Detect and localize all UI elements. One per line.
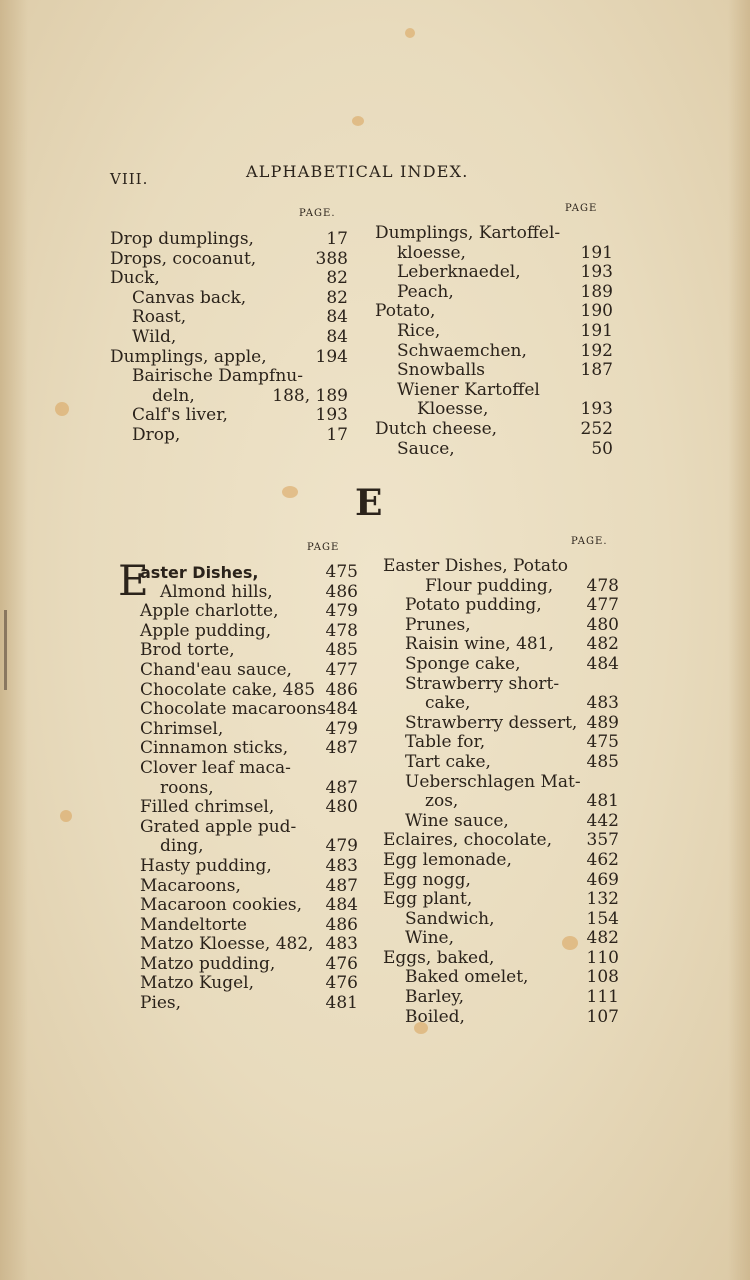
index-entry [383,1008,619,1028]
entry-page-number: 190 [580,301,613,322]
index-entry [118,681,358,701]
entry-page-number: 482 [586,634,619,655]
index-entry [118,641,358,661]
index-column [383,557,619,1027]
entry-page-number: 486 [325,679,358,700]
entry-page-number: 478 [586,575,619,596]
index-entry [118,622,358,642]
entry-page-number: 486 [325,914,358,935]
entry-text: Filled chrimsel, [140,797,275,818]
entry-text: Prunes, [405,614,471,635]
entry-page-number: 191 [580,320,613,341]
running-title: ALPHABETICAL INDEX. [246,162,469,181]
index-entry [118,798,358,818]
index-entry [118,583,358,603]
index-entry [110,230,348,250]
entry-text: ding, [160,836,204,857]
entry-page-number: 50 [591,438,613,459]
entry-page-number: 487 [325,777,358,798]
entry-text: Kloesse, [417,399,489,420]
entry-text: Egg nogg, [383,869,471,890]
page-column-label: PAGE [565,203,598,214]
index-entry [118,759,358,779]
index-entry [383,616,619,636]
entry-page-number: 191 [580,242,613,263]
index-entry [383,929,619,949]
entry-text: Eggs, baked, [383,947,495,968]
entry-text: Dutch cheese, [375,418,498,439]
index-entry [383,831,619,851]
entry-text: Matzo Kugel, [140,973,255,994]
entry-page-number: 479 [325,836,358,857]
entry-text: Potato pudding, [405,595,542,616]
page-folio: VIII. [110,170,149,188]
entry-page-number: 110 [586,947,619,968]
index-entry [110,387,348,407]
index-entry [383,968,619,988]
index-entry [383,988,619,1008]
index-entry [375,244,613,264]
section-letter: E [355,482,383,524]
index-entry [383,851,619,871]
entry-page-number: 193 [580,262,613,283]
entry-text: Barley, [405,987,465,1008]
entry-page-number: 485 [325,640,358,661]
entry-text: Bairische Dampfnu- [132,366,303,387]
index-entry [383,714,619,734]
index-entry [118,661,358,681]
entry-page-number: 475 [325,562,358,582]
entry-text: Chand'eau sauce, [140,659,292,680]
entry-text: Wine, [405,928,455,949]
index-entry [118,818,358,838]
index-entry [110,250,348,270]
entry-text: kloesse, [397,242,466,263]
page-column-label: PAGE. [571,536,608,547]
entry-text: Cinnamon sticks, [140,738,289,759]
page-column-label: PAGE [307,542,340,553]
entry-text: Boiled, [405,1006,465,1027]
entry-text: Matzo Kloesse, 482, [140,934,314,955]
page-right-edge [728,0,750,1280]
entry-page-number: 483 [586,693,619,714]
entry-text: deln, [152,385,195,406]
entry-page-number: 108 [586,967,619,988]
entry-page-number: 475 [586,732,619,753]
entry-page-number: 479 [325,718,358,739]
entry-text: Dumplings, Kartoffel- [375,223,561,243]
index-entry [383,753,619,773]
entry-page-number: 462 [586,849,619,870]
index-entry [375,224,613,244]
index-column [110,230,348,446]
entry-text: Egg plant, [383,889,473,910]
entry-text: Drops, cocoanut, [110,248,257,269]
index-entry [383,871,619,891]
index-entry [118,602,358,622]
index-entry [118,896,358,916]
stain-spot [60,810,72,822]
entry-text: Roast, [132,307,187,328]
entry-text: Raisin wine, 481, [405,634,554,655]
entry-text: Hasty pudding, [140,855,272,876]
page-column-label: PAGE. [299,208,336,219]
entry-page-number: 479 [325,601,358,622]
index-entry [375,381,613,401]
entry-text: Ueberschlagen Mat- [405,771,581,792]
index-entry [110,348,348,368]
entry-text: aster Dishes, [140,563,259,582]
page-crease [4,610,7,690]
entry-text: Apple charlotte, [140,601,279,622]
index-entry [375,263,613,283]
index-entry [375,440,613,460]
index-entry [383,773,619,793]
index-entry [110,328,348,348]
index-entry [383,596,619,616]
entry-text: Brod torte, [140,640,235,661]
entry-page-number: 480 [325,797,358,818]
entry-page-number: 476 [325,973,358,994]
index-entry [118,700,358,720]
entry-text: Flour pudding, [425,575,554,596]
index-entry [375,400,613,420]
index-entry [375,322,613,342]
index-entry [118,974,358,994]
entry-text: Schwaemchen, [397,340,527,361]
index-entry [110,406,348,426]
index-entry [110,426,348,446]
index-entry [383,733,619,753]
index-entry [375,420,613,440]
entry-page-number: 484 [325,895,358,916]
entry-page-number: 485 [586,751,619,772]
entry-page-number: 188, 189 [272,385,348,406]
entry-page-number: 484 [325,699,358,720]
index-entry [110,367,348,387]
entry-text: Tart cake, [405,751,491,772]
entry-page-number: 192 [580,340,613,361]
entry-page-number: 82 [326,268,348,289]
index-entry [118,837,358,857]
index-entry [383,792,619,812]
entry-text: Macaroon cookies, [140,895,303,916]
entry-text: Calf's liver, [132,405,228,426]
entry-text: Duck, [110,268,160,289]
index-entry [375,361,613,381]
index-entry [375,302,613,322]
entry-text: Easter Dishes, Potato [383,556,569,576]
stain-spot [405,28,415,38]
entry-text: Drop, [132,424,181,445]
index-entry [375,283,613,303]
entry-text: Egg lemonade, [383,849,512,870]
index-entry [383,577,619,597]
entry-text: Wine sauce, [405,810,509,831]
entry-text: Potato, [375,301,436,322]
drop-cap: E [118,556,149,605]
entry-text: Eclaires, chocolate, [383,830,552,851]
entry-page-number: 17 [326,229,348,249]
entry-page-number: 193 [315,405,348,426]
entry-text: Grated apple pud- [140,816,297,837]
index-entry [110,289,348,309]
entry-page-number: 487 [325,738,358,759]
index-entry [383,812,619,832]
index-entry [383,890,619,910]
index-entry [383,694,619,714]
stain-spot [352,116,364,126]
entry-text: Snowballs [397,360,485,381]
entry-page-number: 193 [580,399,613,420]
entry-text: Strawberry short- [405,673,560,694]
entry-text: Wiener Kartoffel [397,379,540,400]
entry-page-number: 486 [325,581,358,602]
index-column [118,556,358,1014]
entry-page-number: 484 [586,653,619,674]
entry-text: Chocolate macaroons [140,699,326,720]
entry-text: Sponge cake, [405,653,521,674]
index-entry [110,269,348,289]
entry-page-number: 442 [586,810,619,831]
entry-text: cake, [425,693,471,714]
index-entry [383,675,619,695]
index-entry [383,635,619,655]
entry-page-number: 132 [586,889,619,910]
entry-page-number: 476 [325,953,358,974]
entry-page-number: 357 [586,830,619,851]
entry-text: Canvas back, [132,287,247,308]
index-entry [118,779,358,799]
entry-page-number: 483 [325,934,358,955]
entry-page-number: 84 [326,326,348,347]
entry-text: Table for, [405,732,486,753]
index-entry [110,308,348,328]
entry-page-number: 478 [325,620,358,641]
entry-text: zos, [425,791,459,812]
entry-text: Leberknaedel, [397,262,521,283]
entry-text: Sauce, [397,438,455,459]
index-column [375,224,613,459]
entry-text: roons, [160,777,214,798]
entry-page-number: 84 [326,307,348,328]
entry-page-number: 111 [586,987,619,1008]
entry-text: Clover leaf maca- [140,757,291,778]
entry-text: Rice, [397,320,441,341]
index-entry [383,910,619,930]
entry-page-number: 189 [580,281,613,302]
index-entry [118,739,358,759]
index-entry [118,877,358,897]
entry-page-number: 480 [586,614,619,635]
index-entry [383,655,619,675]
entry-page-number: 487 [325,875,358,896]
index-entry [118,935,358,955]
entry-text: Dumplings, apple, [110,346,267,367]
entry-text: Drop dumplings, [110,229,254,249]
entry-page-number: 489 [586,712,619,733]
entry-text: Chrimsel, [140,718,224,739]
stain-spot [282,486,298,498]
index-entry [118,857,358,877]
index-entry [118,720,358,740]
index-entry [118,955,358,975]
entry-page-number: 107 [586,1006,619,1027]
index-entry [118,916,358,936]
entry-text: Matzo pudding, [140,953,276,974]
entry-text: Macaroons, [140,875,241,896]
entry-text: Sandwich, [405,908,495,929]
entry-page-number: 483 [325,855,358,876]
entry-page-number: 252 [580,418,613,439]
entry-text: Chocolate cake, 485 [140,679,316,700]
entry-page-number: 82 [326,287,348,308]
entry-page-number: 388 [315,248,348,269]
entry-text: Peach, [397,281,454,302]
entry-text: Strawberry dessert, [405,712,578,733]
entry-text: Apple pudding, [140,620,272,641]
index-entry [375,342,613,362]
entry-page-number: 187 [580,360,613,381]
index-entry [383,949,619,969]
entry-page-number: 477 [325,659,358,680]
index-entry [383,557,619,577]
entry-page-number: 17 [326,424,348,445]
entry-page-number: 481 [325,993,358,1014]
entry-page-number: 469 [586,869,619,890]
entry-text: Pies, [140,993,182,1014]
entry-text: Baked omelet, [405,967,529,988]
entry-text: Almond hills, [160,581,273,602]
entry-text: Wild, [132,326,177,347]
entry-text: Mandeltorte [140,914,247,935]
entry-page-number: 481 [586,791,619,812]
entry-page-number: 477 [586,595,619,616]
stain-spot [55,402,69,416]
entry-page-number: 154 [586,908,619,929]
entry-page-number: 194 [315,346,348,367]
entry-page-number: 482 [586,928,619,949]
index-entry [118,994,358,1014]
